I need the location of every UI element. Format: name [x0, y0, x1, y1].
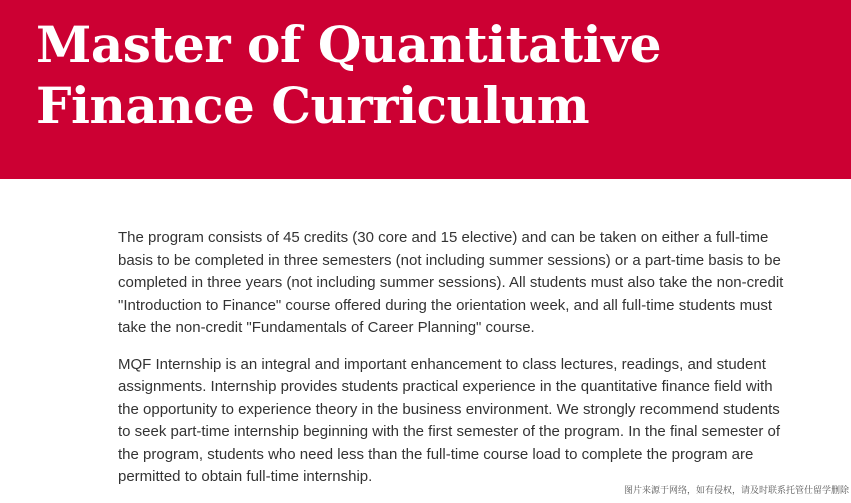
image-source-watermark: 图片来源于网络，如有侵权，请及时联系托管仕留学删除: [623, 486, 849, 496]
internship-paragraph: MQF Internship is an integral and important enhancement to class lectures, readings, and student assignments. Internship provides students practical experience in the quantitative finance field with the opportunity to experience theory in the business environment. We strongly recommend students to seek part-time internship beginning with the first semester of the program. In the final semester of the program, students who need less than the full-time course load to complete the program are permitted to obtain full-time internship.: [118, 355, 780, 485]
page-header-banner: [0, 0, 851, 179]
page-title-line-1: Master of Quantitative: [36, 15, 662, 74]
page-title-line-2: Finance Curriculum: [36, 76, 590, 135]
program-overview-paragraph: The program consists of 45 credits (30 core and 15 elective) and can be taken on either a full-time basis to be completed in three semesters (not including summer sessions) or a part-time basis to be completed in three years (not including summer sessions). All students must also take the non-credit "Introduction to Finance" course offered during the orientation week, and all full-time students must take the non-credit "Fundamentals of Career Planning" course.: [118, 229, 784, 336]
page-title: [36, 14, 661, 136]
curriculum-content: [118, 227, 790, 503]
